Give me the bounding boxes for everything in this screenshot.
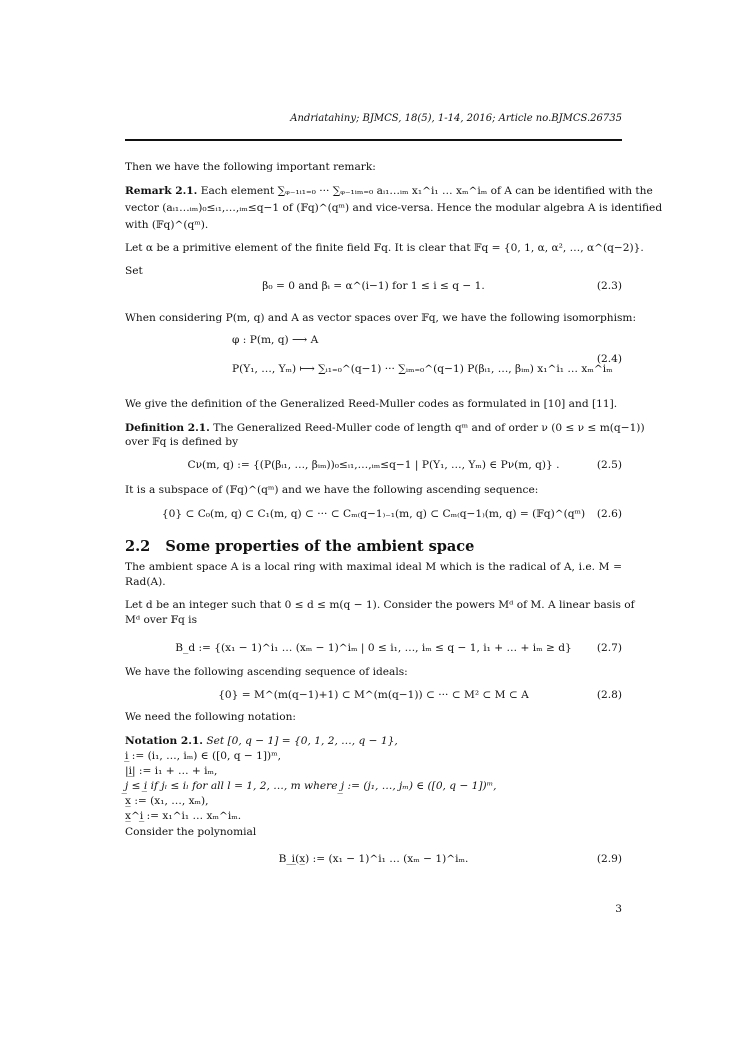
equation-number: (2.7) [596, 642, 622, 654]
remark-label: Remark 2.1. [125, 185, 198, 197]
subspace-text: It is a subspace of (𝔽q)^(qᵐ) and we have the following ascending sequence: [125, 484, 539, 496]
need-notation-text: We need the following notation: [125, 711, 296, 723]
alpha-text: Let α be a primitive element of the finite field 𝔽q. It is clear that 𝔽q = {0, 1, α, α², …, α^(q−2)}. [125, 242, 644, 254]
equation-number: (2.9) [596, 853, 622, 865]
definition-line-2: over 𝔽q is defined by [125, 436, 239, 448]
notation-line-6: x̲^i̲ := x₁^i₁ … xₘ^iₘ. [125, 810, 242, 822]
remark-line-1 [125, 184, 653, 198]
equation-2-6: {0} ⊂ C₀(m, q) ⊂ C₁(m, q) ⊂ ··· ⊂ Cₘ₍q−1₎₋₁(m, q) ⊂ Cₘ₍q−1₎(m, q) = (𝔽q)^(qᵐ) [161, 508, 586, 520]
definition-intro: We give the definition of the Generalized Reed-Muller codes as formulated in [10] and [11]. [125, 398, 618, 410]
page-number: 3 [615, 903, 622, 915]
running-header: Andriatahiny; BJMCS, 18(5), 1-14, 2016; Article no.BJMCS.26735 [290, 113, 622, 124]
ambient-line-2: Rad(A). [125, 576, 166, 588]
notation-label: Notation 2.1. [125, 735, 203, 747]
equation-number: (2.3) [596, 280, 622, 292]
section-number: 2.2 [125, 538, 151, 555]
remark-line-3: with (𝔽q)^(qᵐ). [125, 219, 209, 231]
definition-text: The Generalized Reed-Muller code of length qᵐ and of order ν (0 ≤ ν ≤ m(q−1)) [213, 422, 645, 434]
isomorphism-text: When considering P(m, q) and A as vector spaces over 𝔽q, we have the following isomorphism: [125, 312, 637, 324]
equation-number: (2.6) [596, 508, 622, 520]
intro-text: Then we have the following important remark: [125, 161, 376, 173]
equation-number: (2.5) [596, 459, 622, 471]
notation-line-2: i̲ := (i₁, …, iₘ) ∈ ([0, q − 1])ᵐ, [125, 750, 281, 762]
equation-2-4-line-2: P(Y₁, …, Yₘ) ⟼ ∑ᵢ₁₌₀^(q−1) ··· ∑ᵢₘ₌₀^(q−1) P(βᵢ₁, …, βᵢₘ) x₁^i₁ … xₘ^iₘ [232, 363, 613, 375]
remark-line-2: vector (aᵢ₁…ᵢₘ)₀≤ᵢ₁,…,ᵢₘ≤q−1 of (𝔽q)^(qᵐ) and vice-versa. Hence the modular algebra A is identified [125, 202, 663, 214]
equation-number: (2.4) [596, 353, 622, 365]
notation-line-4: j̲ ≤ i̲ if jₗ ≤ iₗ for all l = 1, 2, …, m where j̲ := (j₁, …, jₘ) ∈ ([0, q − 1])ᵐ, [125, 780, 497, 792]
section-title: Some properties of the ambient space [165, 538, 475, 555]
notation-line-3: |i̲| := i₁ + … + iₘ, [125, 765, 218, 777]
equation-2-3: β₀ = 0 and βᵢ = α^(i−1) for 1 ≤ i ≤ q − 1. [262, 280, 485, 292]
notation-line-5: x̲ := (x₁, …, xₘ), [125, 795, 209, 807]
remark-text: Each element ∑ᵩ₋₁ᵢ₁₌₀ ··· ∑ᵩ₋₁ᵢₘ₌₀ aᵢ₁…ᵢₘ x₁^i₁ … xₘ^iₘ of A can be identified with the [200, 185, 653, 197]
equation-2-4-line-1: φ : P(m, q) ⟶ A [232, 334, 319, 346]
section-heading [125, 538, 474, 555]
definition-line-1 [125, 421, 645, 435]
notation-line-1 [125, 734, 622, 748]
ambient-line-1: The ambient space A is a local ring with maximal ideal M which is the radical of A, i.e. M = [125, 561, 622, 573]
definition-label: Definition 2.1. [125, 422, 210, 434]
set-label: Set [125, 265, 143, 277]
letd-line-1: Let d be an integer such that 0 ≤ d ≤ m(q − 1). Consider the powers Mᵈ of M. A linear basis of [125, 599, 635, 611]
notation-text: Set [0, q − 1] = {0, 1, 2, …, q − 1}, [206, 735, 398, 747]
consider-text: Consider the polynomial [125, 826, 257, 838]
ideals-text: We have the following ascending sequence of ideals: [125, 666, 408, 678]
equation-number: (2.8) [596, 689, 622, 701]
letd-line-2: Mᵈ over 𝔽q is [125, 614, 198, 626]
equation-2-8: {0} = M^(m(q−1)+1) ⊂ M^(m(q−1)) ⊂ ··· ⊂ M² ⊂ M ⊂ A [218, 689, 529, 701]
header-rule [125, 139, 622, 141]
equation-2-5: Cν(m, q) := {(P(βᵢ₁, …, βᵢₘ))₀≤ᵢ₁,…,ᵢₘ≤q−1 | P(Y₁, …, Yₘ) ∈ Pν(m, q)} . [187, 459, 560, 471]
equation-2-9: B_i̲(x̲) := (x₁ − 1)^i₁ … (xₘ − 1)^iₘ. [278, 853, 469, 865]
equation-2-7: B_d := {(x₁ − 1)^i₁ … (xₘ − 1)^iₘ | 0 ≤ i₁, …, iₘ ≤ q − 1, i₁ + … + iₘ ≥ d} [175, 642, 572, 654]
